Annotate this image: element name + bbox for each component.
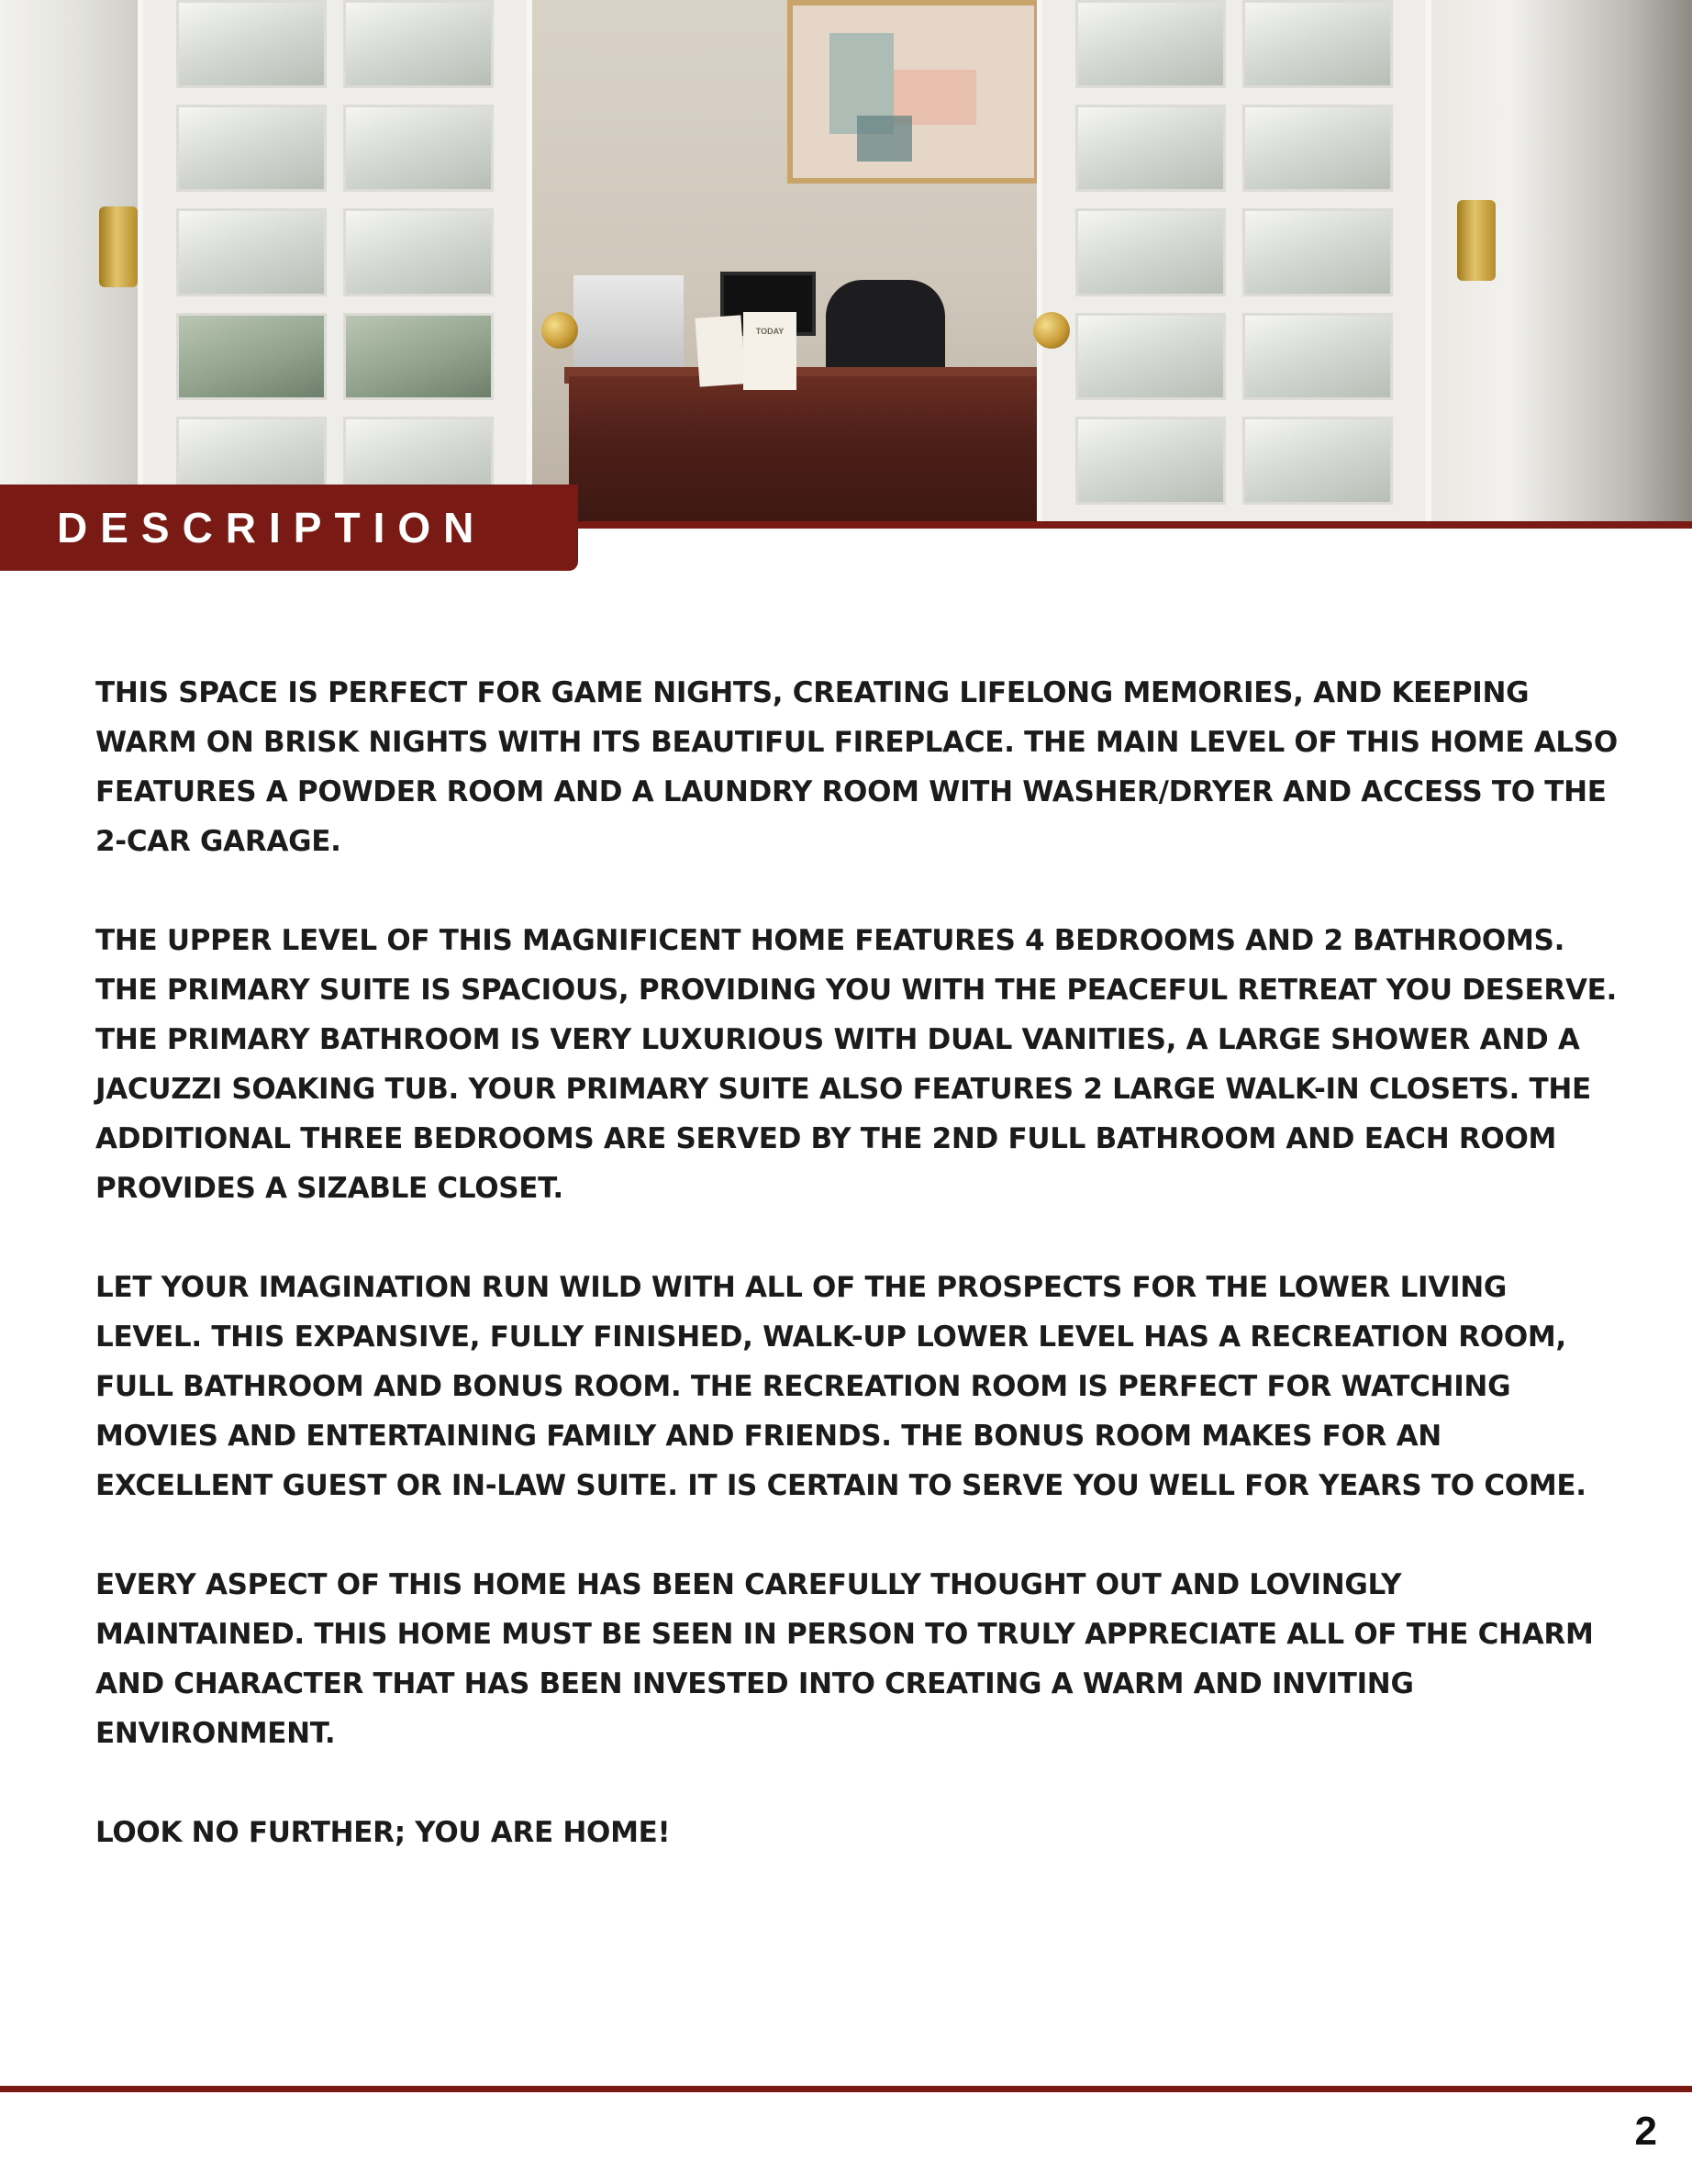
doorknob-icon <box>541 312 578 349</box>
desk-card <box>695 315 745 386</box>
desk-card-text: TODAY <box>755 327 785 336</box>
paragraph: THIS SPACE IS PERFECT FOR GAME NIGHTS, CREATING LIFELONG MEMORIES, AND KEEPING WARM ON BRISK NIGHTS WITH ITS BEAUTIFUL FIREPLACE. THE MAIN LEVEL OF THIS HOME ALSO FEATURES A POWDER ROOM AND A LAUNDRY ROOM WITH WASHER/DRYER AND ACCESS TO THE 2-CAR GARAGE. <box>95 676 1618 858</box>
paragraph: EVERY ASPECT OF THIS HOME HAS BEEN CAREFULLY THOUGHT OUT AND LOVINGLY MAINTAINED. THIS HOME MUST BE SEEN IN PERSON TO TRULY APPRECIATE ALL OF THE CHARM AND CHARACTER THAT HAS BEEN INVESTED INTO CREATING A WARM AND INVITING ENVIRONMENT. <box>95 1568 1594 1750</box>
paragraph: LET YOUR IMAGINATION RUN WILD WITH ALL OF THE PROSPECTS FOR THE LOWER LIVING LEVEL. THIS EXPANSIVE, FULLY FINISHED, WALK-UP LOWER LEVEL HAS A RECREATION ROOM, FULL BATHROOM AND BONUS ROOM. THE RECREATION ROOM IS PERFECT FOR WATCHING MOVIES AND ENTERTAINING FAMILY AND FRIENDS. THE BONUS ROOM MAKES FOR AN EXCELLENT GUEST OR IN-LAW SUITE. IT IS CERTAIN TO SERVE YOU WELL FOR YEARS TO COME. <box>95 1271 1586 1502</box>
hero-photo <box>0 0 1692 523</box>
hinge-icon <box>1457 200 1496 281</box>
desk <box>569 376 1046 523</box>
desk-card-today <box>743 312 796 390</box>
hinge-icon <box>99 206 138 287</box>
section-title-tab <box>0 485 578 571</box>
paragraph: LOOK NO FURTHER; YOU ARE HOME! <box>95 1816 671 1849</box>
paragraph: THE UPPER LEVEL OF THIS MAGNIFICENT HOME FEATURES 4 BEDROOMS AND 2 BATHROOMS. THE PRIMARY SUITE IS SPACIOUS, PROVIDING YOU WITH THE PEACEFUL RETREAT YOU DESERVE. THE PRIMARY BATHROOM IS VERY LUXURIOUS WITH DUAL VANITIES, A LARGE SHOWER AND A JACUZZI SOAKING TUB. YOUR PRIMARY SUITE ALSO FEATURES 2 LARGE WALK-IN CLOSETS. THE ADDITIONAL THREE BEDROOMS ARE SERVED BY THE 2ND FULL BATHROOM AND EACH ROOM PROVIDES A SIZABLE CLOSET. <box>95 924 1618 1205</box>
french-door-left <box>138 0 532 523</box>
doorknob-icon <box>1033 312 1070 349</box>
section-title: DESCRIPTION <box>57 504 487 552</box>
page-number: 2 <box>1634 2109 1657 2154</box>
office-chair <box>826 280 945 381</box>
description-body <box>95 668 1619 1907</box>
wall-painting <box>787 0 1040 184</box>
footer-rule <box>0 2086 1692 2092</box>
french-door-right <box>1037 0 1431 523</box>
